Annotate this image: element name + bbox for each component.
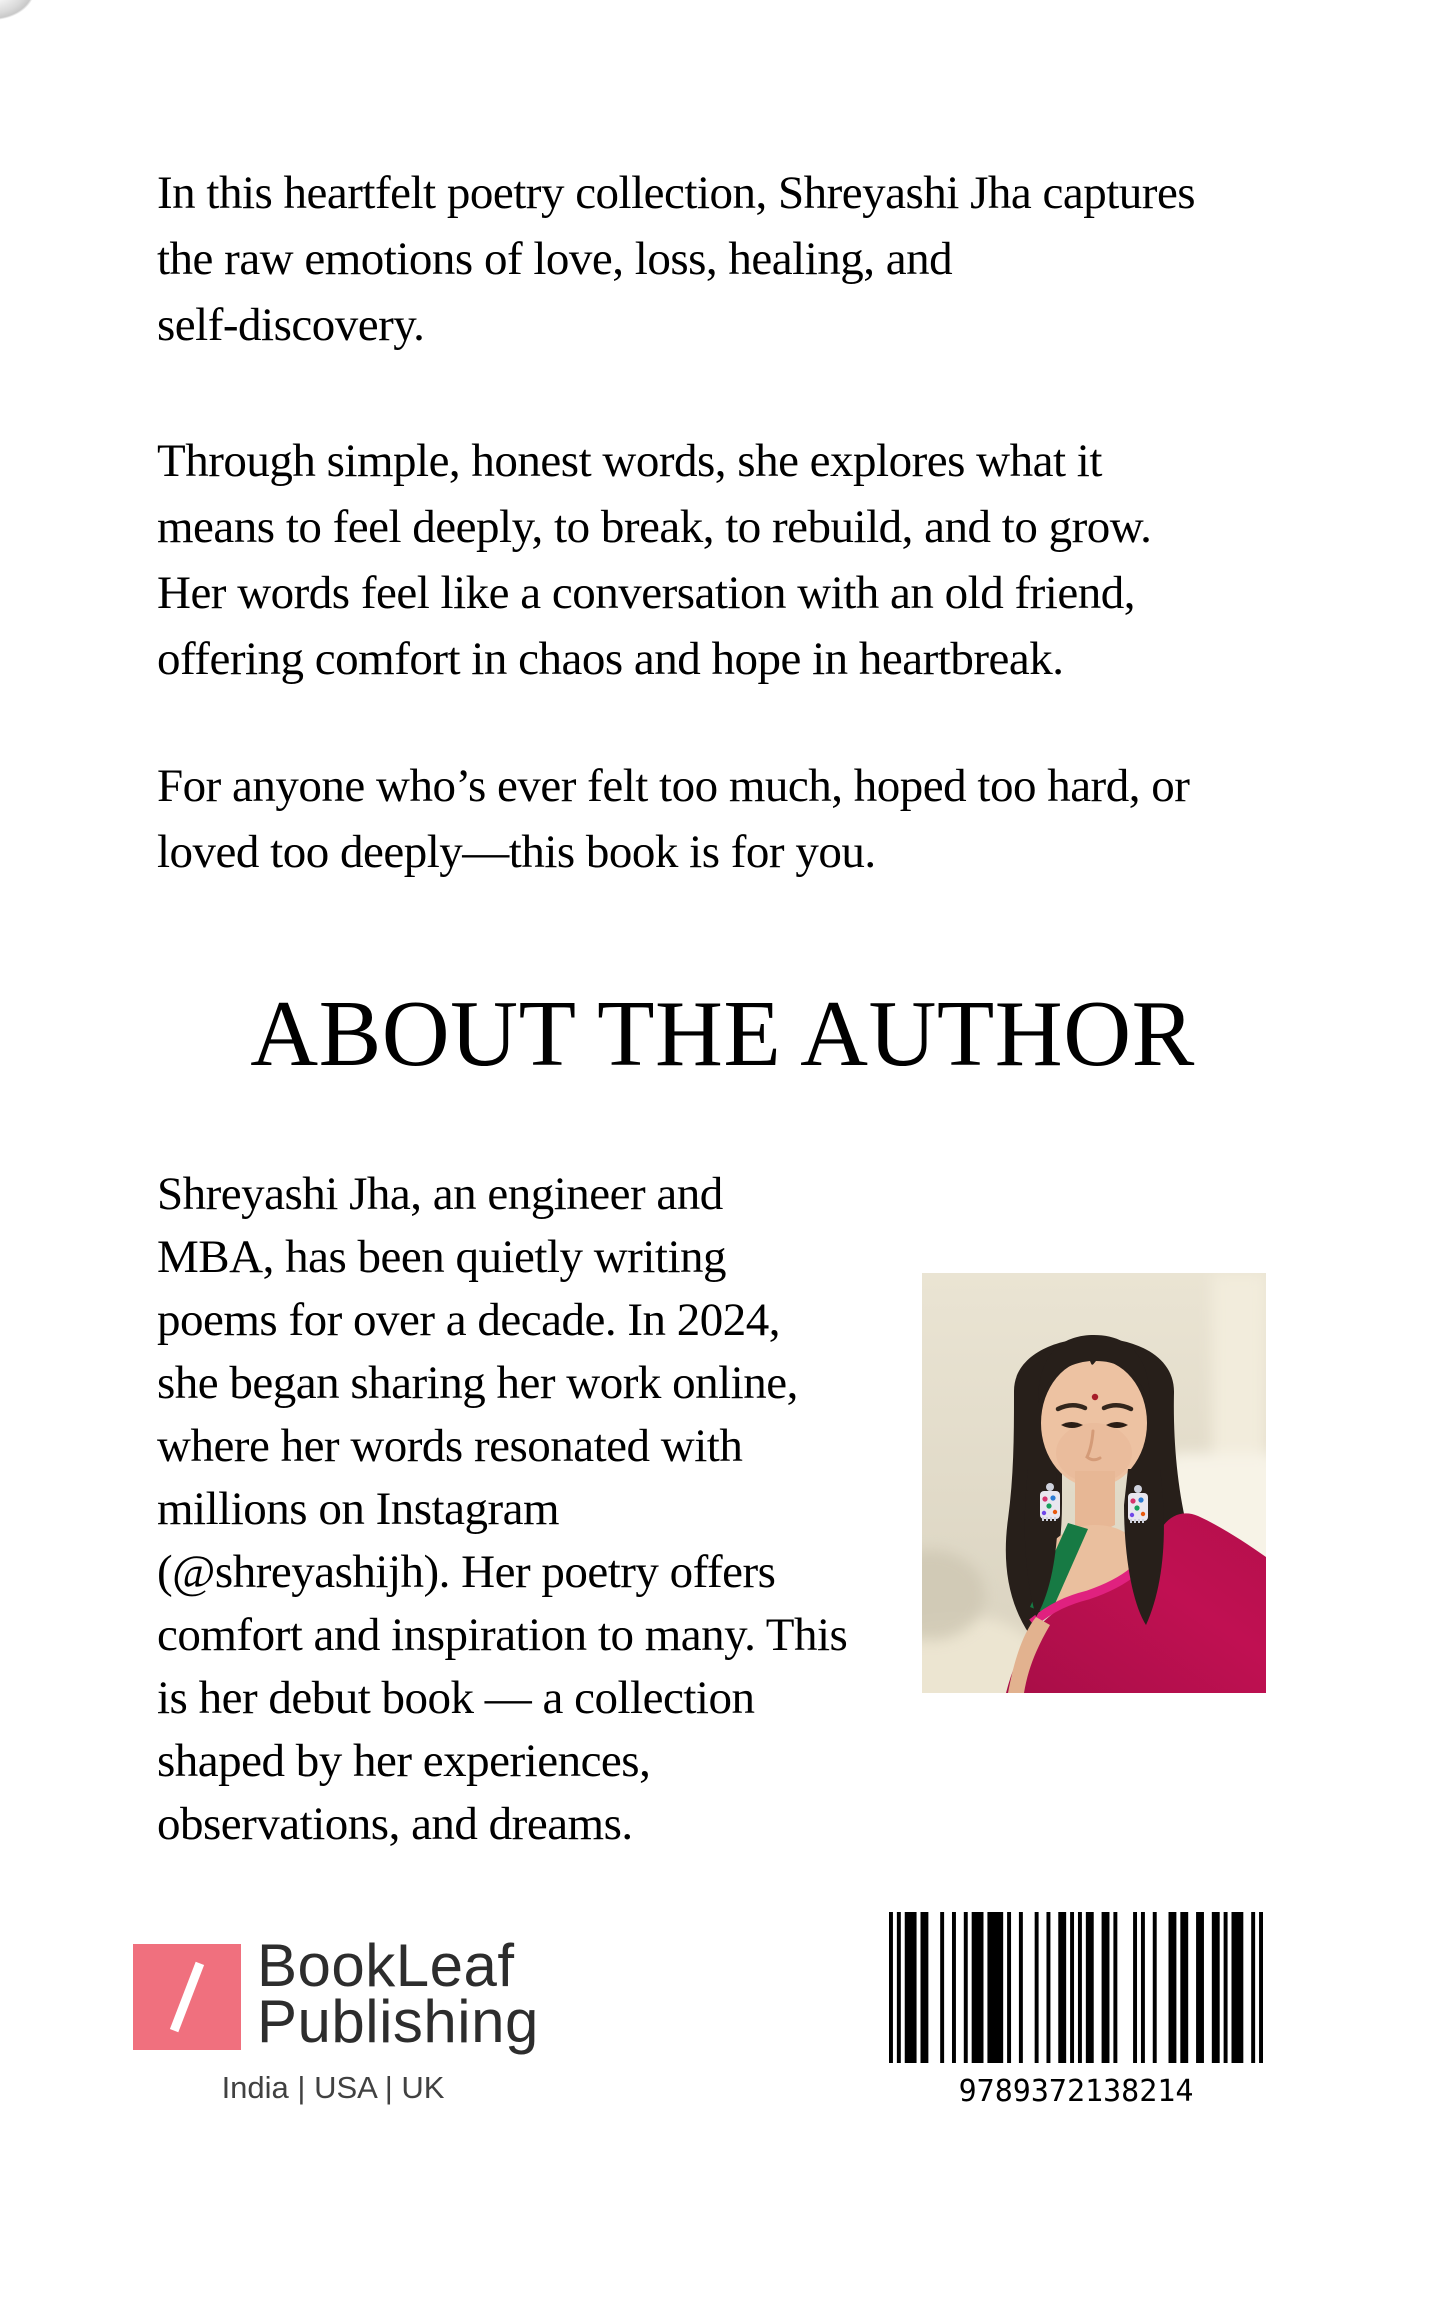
bio-line: poems for over a decade. In 2024, xyxy=(157,1294,780,1346)
author-photo xyxy=(922,1273,1266,1693)
bio-line: she began sharing her work online, xyxy=(157,1357,798,1409)
bio-line: (@shreyashijh). Her poetry offers xyxy=(157,1546,776,1598)
synopsis-paragraph-3 xyxy=(157,753,1189,885)
slash-icon xyxy=(170,1962,204,2032)
synopsis-line: means to feel deeply, to break, to rebuild, and to grow. xyxy=(157,501,1152,553)
synopsis-line: For anyone who’s ever felt too much, hoped too hard, or xyxy=(157,760,1190,812)
bio-line: shaped by her experiences, xyxy=(157,1735,651,1787)
author-bio xyxy=(157,1163,927,1856)
bio-line: where her words resonated with xyxy=(157,1420,743,1472)
about-the-author-heading: ABOUT THE AUTHOR xyxy=(250,982,1195,1086)
publisher-name-line2: Publishing xyxy=(257,1988,539,2055)
isbn-number: 9789372138214 xyxy=(958,2074,1194,2109)
bio-line: millions on Instagram xyxy=(157,1483,560,1535)
publisher-regions: India | USA | UK xyxy=(221,2070,445,2105)
synopsis-line: In this heartfelt poetry collection, Shreyashi Jha captures xyxy=(157,167,1196,219)
synopsis-line: Through simple, honest words, she explores what it xyxy=(157,435,1102,487)
bio-line: comfort and inspiration to many. This xyxy=(157,1609,848,1661)
barcode-bars xyxy=(889,1912,1263,2063)
bio-line: Shreyashi Jha, an engineer and xyxy=(157,1168,723,1220)
barcode xyxy=(889,1912,1263,2109)
publisher-name-line1: BookLeaf xyxy=(257,1932,515,1999)
page-curl-artifact xyxy=(0,0,72,58)
synopsis-line: self-discovery. xyxy=(157,299,425,351)
publisher-name xyxy=(257,1932,539,2055)
synopsis-line: offering comfort in chaos and hope in heartbreak. xyxy=(157,633,1064,685)
bio-line: observations, and dreams. xyxy=(157,1798,633,1850)
synopsis-paragraph-1 xyxy=(157,160,1195,358)
publisher-logo-mark xyxy=(133,1944,241,2050)
author-portrait-illustration xyxy=(922,1273,1266,1693)
synopsis-line: the raw emotions of love, loss, healing, and xyxy=(157,233,953,285)
synopsis-paragraph-2 xyxy=(157,428,1151,692)
synopsis-line: Her words feel like a conversation with an old friend, xyxy=(157,567,1135,619)
bio-line: MBA, has been quietly writing xyxy=(157,1231,727,1283)
synopsis-line: loved too deeply—this book is for you. xyxy=(157,826,876,878)
bio-line: is her debut book — a collection xyxy=(157,1672,755,1724)
